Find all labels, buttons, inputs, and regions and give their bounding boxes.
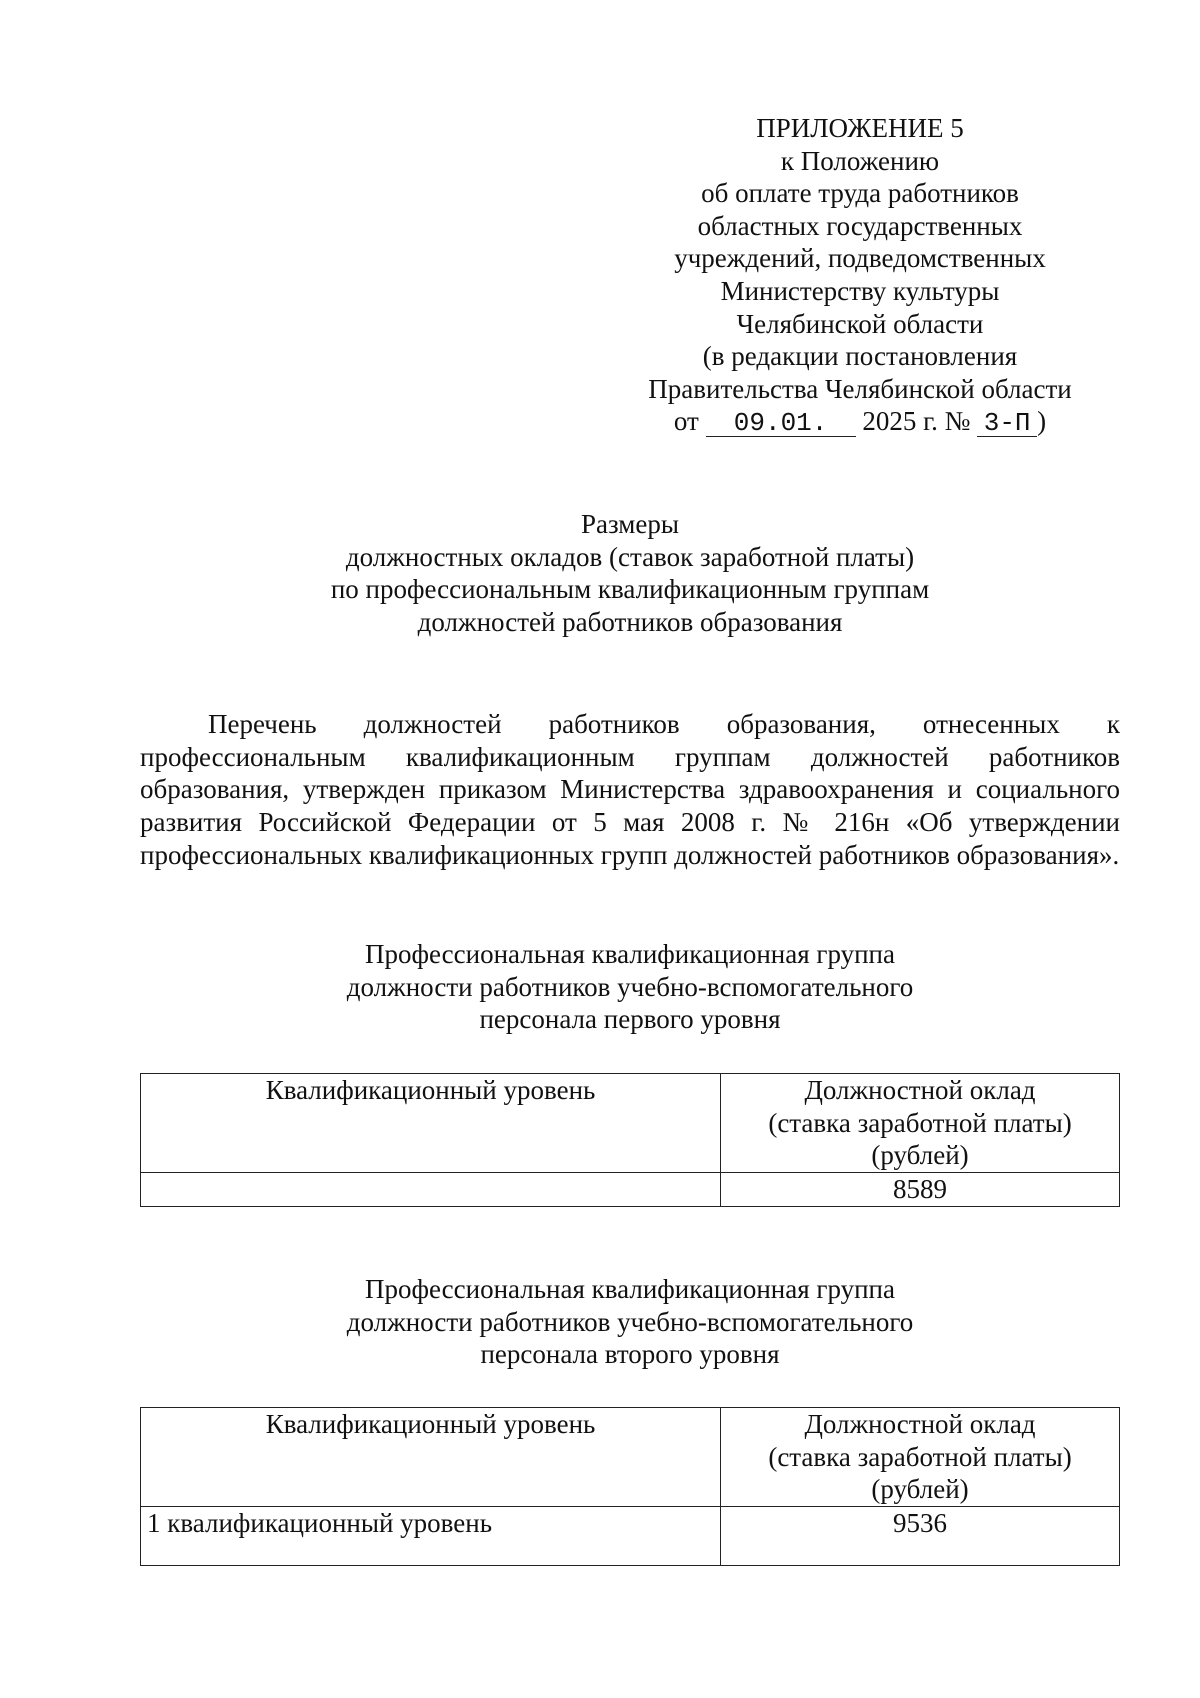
- table-header-row: [141, 1408, 1120, 1507]
- document-heading: [140, 508, 1120, 638]
- header-level-cell: Квалификационный уровень: [141, 1074, 721, 1173]
- level-cell: [141, 1172, 721, 1206]
- date-field: 09.01.: [706, 410, 856, 437]
- date-prefix: от: [673, 406, 699, 437]
- appendix-line: (в редакции постановления: [702, 341, 1018, 372]
- number-field: 3-П: [977, 410, 1037, 437]
- appendix-date-line: [600, 405, 1120, 438]
- group-title-line: Профессиональная квалификационная группа: [365, 939, 895, 969]
- header-salary-line: Должностной оклад: [804, 1409, 1036, 1439]
- level-cell: 1 квалификационный уровень: [141, 1506, 721, 1565]
- group-title-second-level: [140, 1273, 1120, 1371]
- header-salary-line: (рублей): [871, 1474, 969, 1504]
- salary-cell: 8589: [721, 1172, 1120, 1206]
- header-salary-line: (ставка заработной платы): [768, 1441, 1072, 1472]
- table-row: [141, 1506, 1120, 1565]
- salary-table-second-level: [140, 1407, 1120, 1566]
- header-salary-line: Должностной оклад: [804, 1075, 1036, 1105]
- group-title-line: должности работников учебно-вспомогательного: [346, 1306, 914, 1337]
- appendix-header: [600, 112, 1120, 438]
- table-header-row: [141, 1074, 1120, 1173]
- group-title-line: Профессиональная квалификационная группа: [365, 1274, 895, 1304]
- appendix-line: областных государственных: [697, 210, 1023, 241]
- appendix-line: Министерству культуры: [720, 275, 1000, 306]
- header-salary-cell: [721, 1408, 1120, 1507]
- date-year: 2025 г. №: [862, 406, 971, 437]
- header-salary-line: (ставка заработной платы): [768, 1107, 1072, 1138]
- appendix-line: Правительства Челябинской области: [648, 373, 1072, 404]
- intro-paragraph: Перечень должностей работников образования, отнесенных к профессиональным квалификационным группам должностей работников образования, утвержден приказом Министерства здравоохранения и социального развития Российской Федерации от 5 мая 2008 г. № 216н «Об утверждении профессиональных квалификационных групп должностей работников образования».: [140, 709, 1120, 870]
- heading-line: по профессиональным квалификационным группам: [330, 574, 930, 604]
- group-title-line: персонала первого уровня: [479, 1004, 781, 1035]
- group-title-line: должности работников учебно-вспомогательного: [346, 971, 914, 1002]
- header-salary-line: (рублей): [871, 1140, 969, 1170]
- group-title-first-level: [140, 938, 1120, 1036]
- header-level-cell: Квалификационный уровень: [141, 1408, 721, 1507]
- appendix-line: Челябинской области: [736, 308, 984, 339]
- appendix-line: к Положению: [780, 145, 940, 176]
- table-row: [141, 1172, 1120, 1206]
- salary-cell: 9536: [721, 1506, 1120, 1565]
- heading-line: Размеры: [581, 509, 679, 539]
- appendix-title: ПРИЛОЖЕНИЕ 5: [756, 113, 964, 143]
- heading-line: должностных окладов (ставок заработной платы): [345, 541, 915, 572]
- appendix-line: об оплате труда работников: [701, 178, 1019, 209]
- header-salary-cell: [721, 1074, 1120, 1173]
- heading-line: должностей работников образования: [417, 606, 843, 637]
- appendix-line: учреждений, подведомственных: [674, 243, 1046, 274]
- close-paren: ): [1037, 406, 1047, 437]
- group-title-line: персонала второго уровня: [480, 1339, 780, 1370]
- salary-table-first-level: [140, 1073, 1120, 1207]
